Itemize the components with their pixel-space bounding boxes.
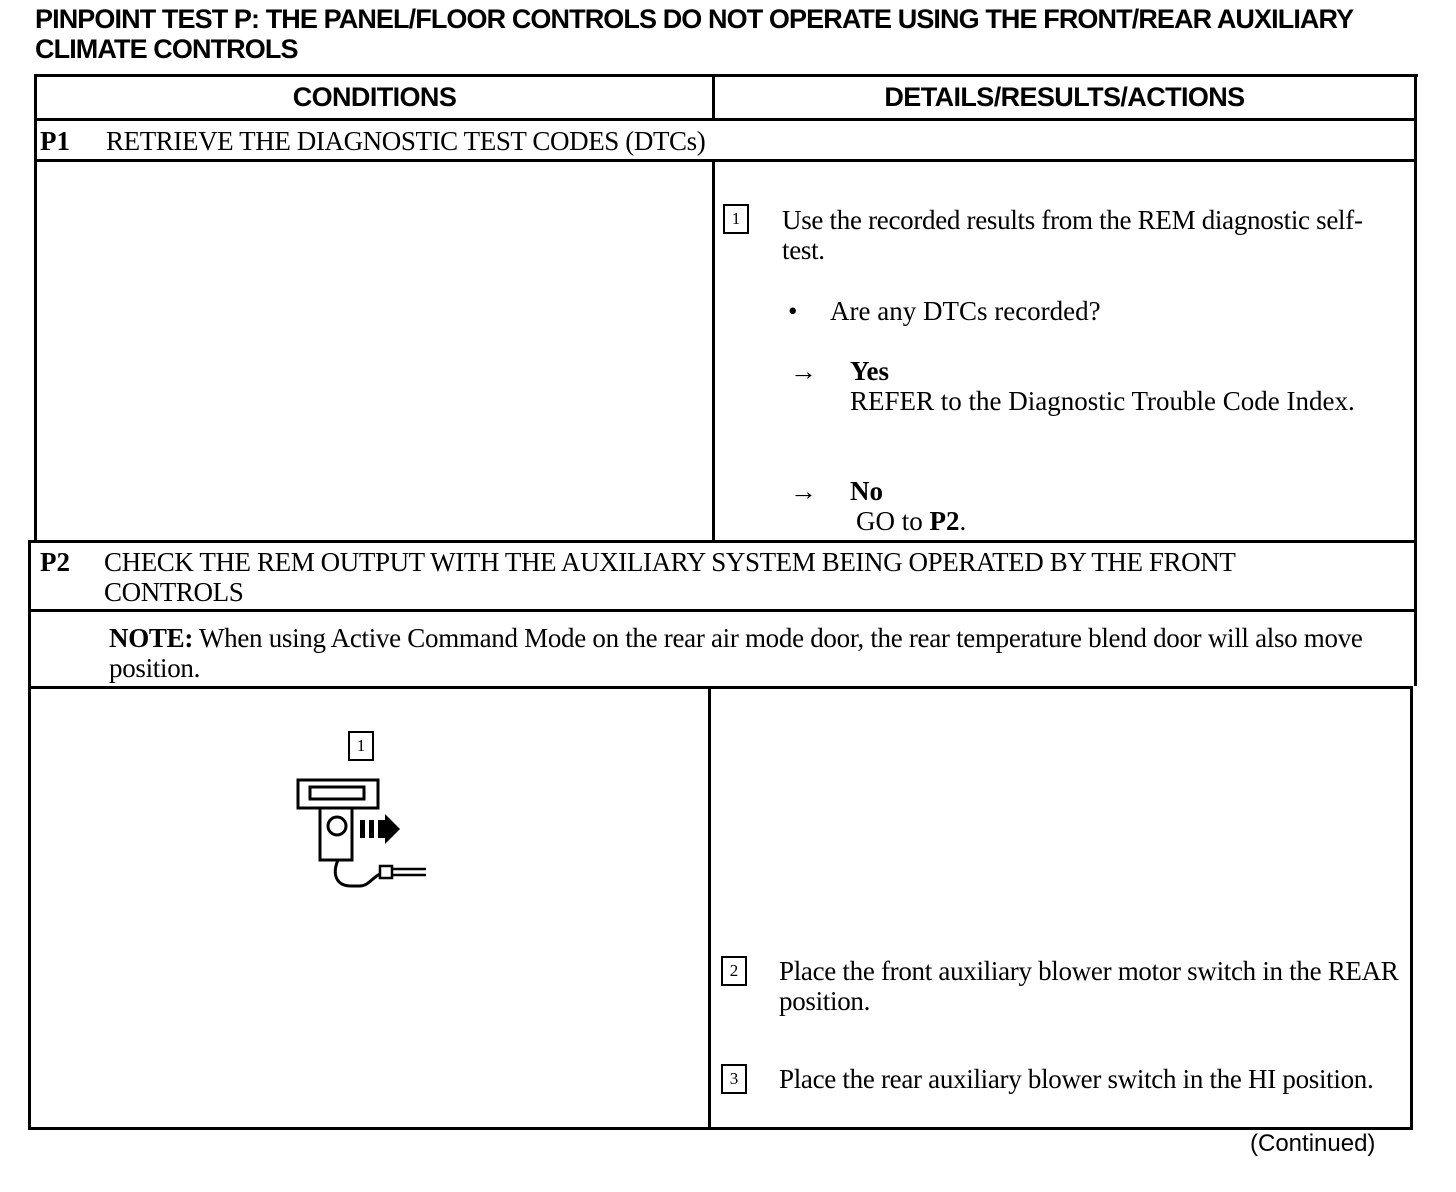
header-details: DETAILS/RESULTS/ACTIONS [884,82,1245,112]
p1-no-label: No [850,476,883,506]
rule-p1-end [28,540,1416,543]
table-border-right-lower [1410,686,1413,1130]
table-border-bottom [28,1127,1413,1130]
rule-header [34,118,1416,121]
p2-id: P2 [40,547,70,577]
scan-tool-icon [296,774,436,899]
table-border-left-lower [28,540,31,1130]
pinpoint-test-table [28,74,1418,1130]
p1-step1-text: Use the recorded results from the REM diagnostic self-test. [782,205,1363,265]
rule-p2-heading [28,609,1416,612]
arrow-right-icon: → [790,476,817,506]
p1-heading: RETRIEVE THE DIAGNOSTIC TEST CODES (DTCs) [106,126,706,156]
table-border-left-upper [34,74,37,542]
p1-no-action: GO to P2. [856,506,967,536]
arrow-right-icon: → [790,356,817,386]
divider-p1 [712,160,715,542]
continued-label: (Continued) [1250,1130,1376,1157]
p2-step3-number: 3 [721,1064,747,1094]
rule-note [28,686,1413,689]
p1-step1-number: 1 [723,204,749,234]
p1-yes-action: REFER to the Diagnostic Trouble Code Index. [850,386,1355,416]
p1-id: P1 [40,126,70,156]
table-border-right-upper [1414,74,1417,686]
p2-heading: CHECK THE REM OUTPUT WITH THE AUXILIARY SYSTEM BEING OPERATED BY THE FRONT CONTROLS [104,547,1235,607]
p1-yes-label: Yes [850,356,889,386]
divider-p2 [708,687,711,1129]
p2-step2-text: Place the front auxiliary blower motor switch in the REAR position. [779,956,1399,1016]
p1-question: Are any DTCs recorded? [830,296,1101,326]
p2-step2-number: 2 [721,956,747,986]
page-title: PINPOINT TEST P: THE PANEL/FLOOR CONTROLS DO NOT OPERATE USING THE FRONT/REAR AUXILIARY CLIMATE CONTROLS [35,4,1353,64]
bullet-icon: • [788,296,798,326]
p2-note: NOTE: When using Active Command Mode on the rear air mode door, the rear temperature blend door will also move position. [109,623,1363,683]
header-conditions: CONDITIONS [292,82,457,112]
p2-figure-step-number: 1 [348,731,374,761]
p2-step3-text: Place the rear auxiliary blower switch in the HI position. [779,1064,1374,1094]
rule-p1-heading [34,159,1416,162]
table-border-top [34,74,1418,77]
